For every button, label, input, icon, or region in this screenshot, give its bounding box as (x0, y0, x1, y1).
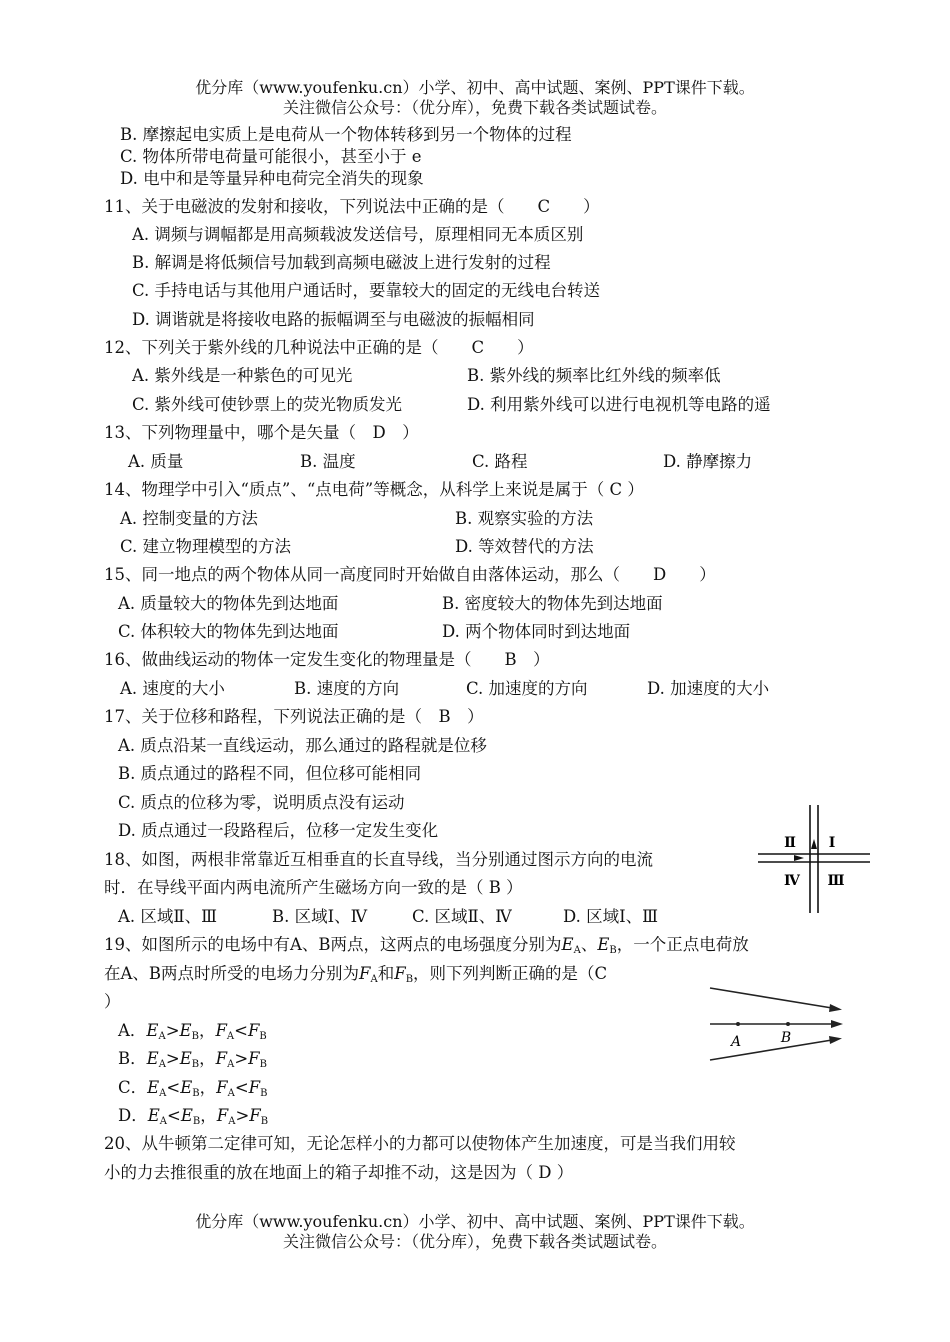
q18-option-b: B. 区域Ⅰ、Ⅳ (272, 907, 368, 926)
option-label: D． (118, 1106, 148, 1125)
q16-option-d: D. 加速度的大小 (647, 679, 770, 698)
q19-option-c (118, 1076, 267, 1106)
q17-stem: 17、关于位移和路程，下列说法正确的是（ B ） (104, 707, 484, 726)
q13-option-d: D. 静摩擦力 (663, 452, 753, 471)
subscript-a: A (226, 1031, 235, 1042)
q16-option-c: C. 加速度的方向 (466, 679, 588, 698)
arrow-middle (831, 1020, 843, 1028)
q18-option-a: A. 区域Ⅱ、Ⅲ (118, 907, 218, 926)
subscript-b: B (609, 945, 617, 956)
relation: < (166, 1078, 181, 1097)
subscript-b: B (259, 1059, 267, 1070)
q12-option-a: A. 紫外线是一种紫色的可见光 (132, 366, 353, 385)
q18-stem-line1: 18、如图，两根非常靠近互相垂直的长直导线，当分别通过图示方向的电流 (104, 850, 653, 869)
q19-line2-pre: 在A、B两点时所受的电场力分别为 (104, 964, 360, 983)
subscript-b: B (191, 1031, 199, 1042)
relation: < (167, 1106, 181, 1125)
q19-line2-post: ，则下列判断正确的是（C (413, 964, 608, 983)
subscript-a: A (370, 974, 378, 985)
q12-option-d: D. 利用紫外线可以进行电视机等电路的遥 (467, 395, 771, 414)
relation: > (234, 1049, 249, 1068)
q20-stem-line2: 小的力去推很重的放在地面上的箱子却推不动，这是因为（ D ） (104, 1163, 574, 1182)
relation: < (234, 1078, 249, 1097)
q15-option-b: B. 密度较大的物体先到达地面 (442, 594, 663, 613)
symbol-f: F (359, 964, 371, 983)
q17-option-d: D. 质点通过一段路程后，位移一定发生变化 (118, 821, 439, 840)
region-i-label: Ⅰ (828, 835, 836, 851)
symbol-f: F (248, 1078, 261, 1097)
comma: ， (199, 1049, 216, 1068)
q11-option-a: A. 调频与调幅都是用高频载波发送信号，原理相同无本质区别 (132, 225, 584, 244)
q17-option-c: C. 质点的位移为零，说明质点没有运动 (118, 793, 405, 812)
q11-option-d: D. 调谐就是将接收电路的振幅调至与电磁波的振幅相同 (132, 310, 535, 329)
subscript-b: B (192, 1088, 200, 1099)
electric-field-figure (706, 984, 848, 1066)
q19-stem-line3: ） (104, 992, 121, 1011)
q19-stem-line1 (104, 933, 749, 963)
q14-stem: 14、物理学中引入“质点”、“点电荷”等概念，从科学上来说是属于（ C ） (104, 480, 644, 499)
page-footer-line2: 关注微信公众号：（优分库），免费下载各类试题试卷。 (282, 1232, 667, 1251)
subscript-b: B (259, 1031, 267, 1042)
q19-line1-pre: 19、如图所示的电场中有A、B两点，这两点的电场强度分别为 (104, 935, 562, 954)
current-arrow-right (794, 855, 804, 861)
q13-stem: 13、下列物理量中，哪个是矢量（ D ） (104, 423, 419, 442)
symbol-e: E (561, 935, 574, 954)
point-b-label: B (780, 1030, 792, 1046)
symbol-e: E (146, 1049, 159, 1068)
symbol-f: F (247, 1021, 260, 1040)
symbol-e: E (146, 1021, 159, 1040)
symbol-e: E (179, 1021, 192, 1040)
q18-option-c: C. 区域Ⅱ、Ⅳ (412, 907, 512, 926)
subscript-a: A (573, 945, 581, 956)
subscript-a: A (159, 1116, 168, 1127)
point-a-label: A (730, 1034, 742, 1050)
symbol-f: F (216, 1078, 228, 1097)
q11-option-c: C. 手持电话与其他用户通话时，要靠较大的固定的无线电台转送 (132, 281, 601, 300)
q19-option-a (118, 1019, 267, 1049)
symbol-f: F (394, 964, 406, 983)
separator: 、 (580, 935, 598, 954)
region-ii-label: Ⅱ (784, 835, 796, 851)
q18-stem-line2: 时．在导线平面内两电流所产生磁场方向一致的是（ B ） (104, 878, 523, 897)
field-line-top (710, 988, 832, 1008)
subscript-b: B (191, 1059, 200, 1070)
subscript-b: B (192, 1116, 201, 1127)
arrow-bottom (829, 1036, 842, 1044)
symbol-f: F (216, 1106, 229, 1125)
q19-line2-mid: 和 (377, 964, 395, 983)
field-line-bottom (710, 1040, 832, 1060)
option-label: A． (118, 1021, 147, 1040)
subscript-a: A (158, 1059, 166, 1070)
q14-option-a: A. 控制变量的方法 (120, 509, 258, 528)
option-label: C． (118, 1078, 148, 1097)
q10-option-b: B. 摩擦起电实质上是电荷从一个物体转移到另一个物体的过程 (120, 125, 572, 144)
point-a-dot (736, 1022, 740, 1026)
q14-option-d: D. 等效替代的方法 (455, 537, 594, 556)
symbol-f: F (215, 1021, 227, 1040)
comma: ， (200, 1106, 217, 1125)
subscript-a: A (158, 1031, 166, 1042)
symbol-e: E (180, 1078, 193, 1097)
q11-option-b: B. 解调是将低频信号加载到高频电磁波上进行发射的过程 (132, 253, 551, 272)
q16-option-b: B. 速度的方向 (294, 679, 400, 698)
symbol-e: E (180, 1106, 193, 1125)
q15-option-d: D. 两个物体同时到达地面 (442, 622, 631, 641)
relation: > (165, 1049, 180, 1068)
subscript-b: B (405, 974, 414, 985)
comma: ， (199, 1078, 217, 1097)
q15-stem: 15、同一地点的两个物体从同一高度同时开始做自由落体运动，那么（ D ） (104, 565, 716, 584)
q10-option-d: D. 电中和是等量异种电荷完全消失的现象 (120, 169, 424, 188)
q19-line1-post: ，一个正点电荷放 (616, 935, 749, 954)
region-iii-label: Ⅲ (827, 873, 845, 889)
symbol-f: F (215, 1049, 228, 1068)
symbol-f: F (248, 1049, 260, 1068)
q16-stem: 16、做曲线运动的物体一定发生变化的物理量是（ B ） (104, 650, 550, 669)
page-header-line1: 优分库（www.youfenku.cn）小学、初中、高中试题、案例、PPT课件下载。 (195, 78, 755, 97)
q15-option-a: A. 质量较大的物体先到达地面 (118, 594, 339, 613)
q15-option-c: C. 体积较大的物体先到达地面 (118, 622, 339, 641)
q11-stem: 11、关于电磁波的发射和接收，下列说法中正确的是（ C ） (104, 197, 600, 216)
subscript-b: B (260, 1116, 269, 1127)
q14-option-b: B. 观察实验的方法 (455, 509, 594, 528)
q14-option-c: C. 建立物理模型的方法 (120, 537, 292, 556)
q20-stem-line1: 20、从牛顿第二定律可知，无论怎样小的力都可以使物体产生加速度，可是当我们用较 (104, 1134, 736, 1153)
current-arrow-up (811, 839, 817, 849)
symbol-f: F (249, 1106, 261, 1125)
subscript-b: B (260, 1088, 268, 1099)
page-footer-line1: 优分库（www.youfenku.cn）小学、初中、高中试题、案例、PPT课件下载。 (195, 1212, 755, 1231)
q13-option-b: B. 温度 (300, 452, 356, 471)
arrow-top (829, 1004, 842, 1012)
comma: ， (198, 1021, 216, 1040)
q16-option-a: A. 速度的大小 (120, 679, 225, 698)
point-b-dot (786, 1022, 790, 1026)
q19-stem-line2 (104, 962, 607, 992)
region-iv-label: Ⅳ (784, 873, 800, 889)
subscript-a: A (159, 1088, 167, 1099)
q12-stem: 12、下列关于紫外线的几种说法中正确的是（ C ） (104, 338, 534, 357)
subscript-a: A (227, 1088, 235, 1099)
relation: > (235, 1106, 250, 1125)
q19-option-d (118, 1104, 268, 1134)
symbol-e: E (597, 935, 610, 954)
symbol-e: E (147, 1106, 160, 1125)
q17-option-b: B. 质点通过的路程不同，但位移可能相同 (118, 764, 422, 783)
q18-option-d: D. 区域Ⅰ、Ⅲ (563, 907, 659, 926)
relation: > (165, 1021, 180, 1040)
q10-option-c: C. 物体所带电荷量可能很小，甚至小于 e (120, 147, 422, 166)
subscript-a: A (227, 1059, 235, 1070)
q13-option-a: A. 质量 (128, 452, 184, 471)
q12-option-c: C. 紫外线可使钞票上的荧光物质发光 (132, 395, 403, 414)
relation: < (234, 1021, 248, 1040)
page-header-line2: 关注微信公众号：（优分库），免费下载各类试题试卷。 (282, 98, 667, 117)
q17-option-a: A. 质点沿某一直线运动，那么通过的路程就是位移 (118, 736, 487, 755)
crossed-wires-figure (756, 803, 872, 915)
symbol-e: E (147, 1078, 160, 1097)
q13-option-c: C. 路程 (472, 452, 528, 471)
option-label: B． (118, 1049, 147, 1068)
subscript-a: A (228, 1116, 236, 1127)
symbol-e: E (179, 1049, 192, 1068)
q12-option-b: B. 紫外线的频率比红外线的频率低 (467, 366, 721, 385)
q19-option-b (118, 1047, 267, 1077)
